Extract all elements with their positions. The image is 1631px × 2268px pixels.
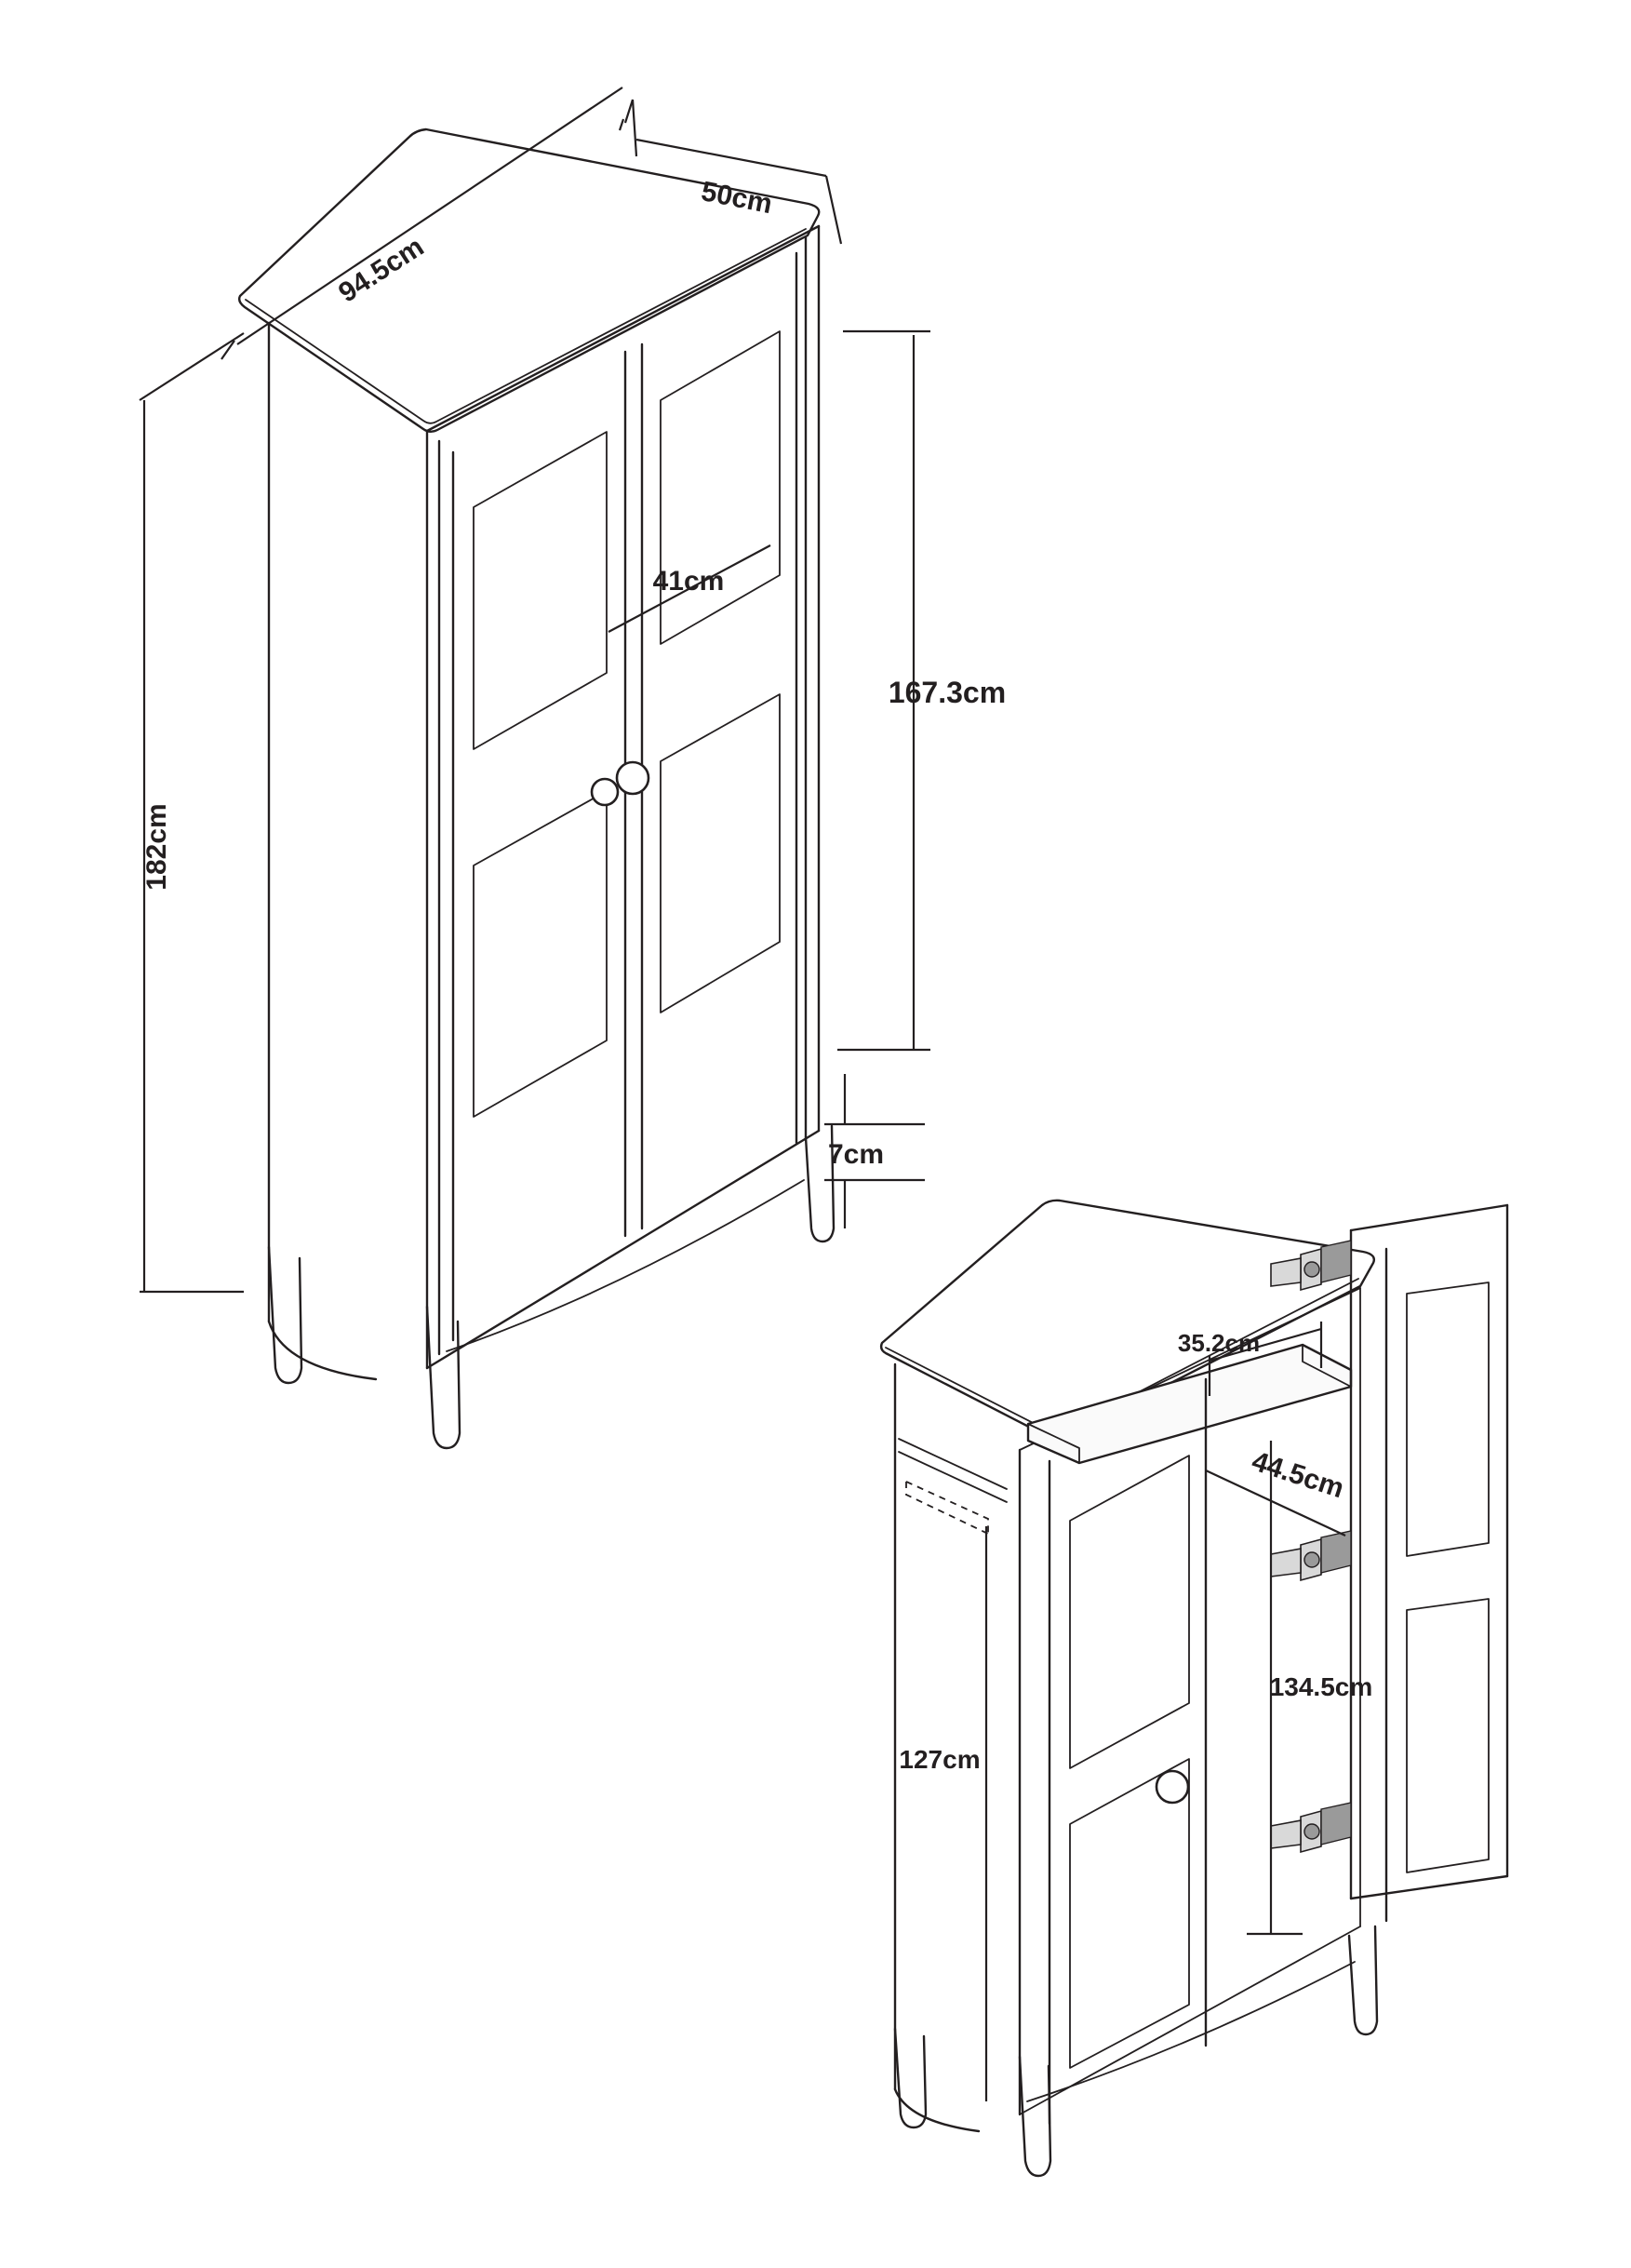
dimension-total-height-label: 182cm [141,803,172,891]
closed-cabinet-view [140,87,1006,1448]
hinge-bottom [1271,1803,1351,1852]
dimension-rail-height [899,1526,986,2101]
open-cabinet-view [881,1201,1507,2176]
dimension-interior-height [1247,1441,1372,1934]
dimension-door-width-label: 41cm [652,566,725,597]
cabinet-door-right [642,253,796,1228]
open-view-door-left [1049,1379,1206,2124]
dimension-total-height [140,333,244,1292]
dimension-door-width [608,545,770,632]
hinge-middle [1271,1531,1351,1580]
cabinet-legs-left [269,1247,460,1448]
dimension-interior-height-label: 134.5cm [1269,1672,1373,1701]
cabinet-top-panel [239,129,819,432]
hanging-rail [899,1439,1007,1534]
dimension-interior-width [1206,1446,1347,1536]
dimension-shelf-depth-label: 35.2cm [1177,1329,1261,1357]
dimension-width-label: 94.5cm [333,231,430,309]
dimension-leg-height [824,1074,925,1228]
dimension-rail-height-label: 127cm [899,1745,981,1774]
dimension-body-height [837,331,1006,1050]
dimension-depth-label: 50cm [699,176,775,221]
dimension-body-height-label: 167.3cm [888,676,1007,709]
cabinet-left-side [269,323,427,1379]
dimension-leg-height-label: 7cm [827,1139,885,1170]
cabinet-door-left [453,352,625,1340]
dimension-interior-width-label: 44.5cm [1248,1445,1348,1505]
open-view-door-right [1351,1205,1507,1921]
cabinet-knobs [592,762,648,805]
